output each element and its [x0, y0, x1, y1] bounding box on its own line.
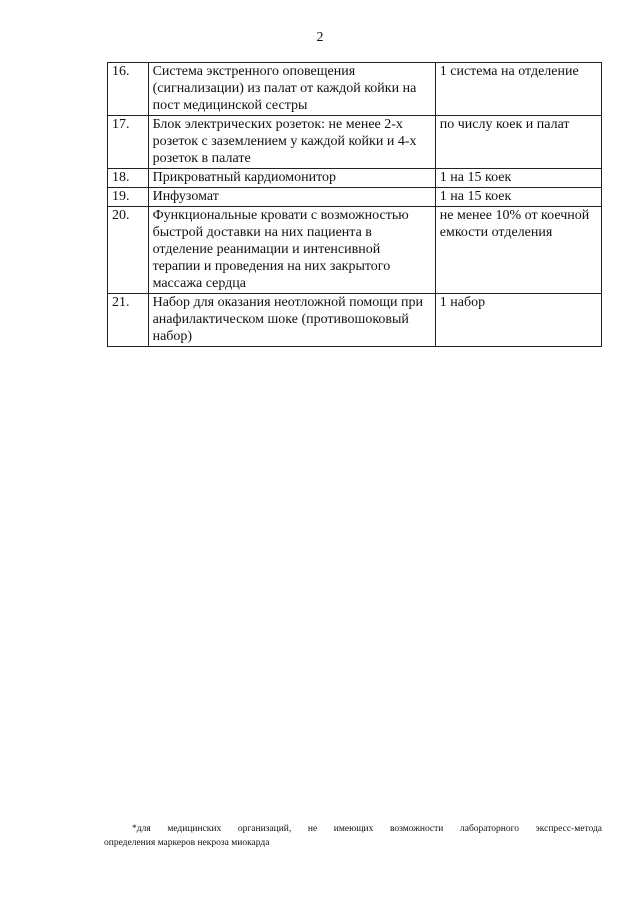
row-number: 18. — [108, 169, 149, 188]
equipment-quantity: 1 на 15 коек — [435, 169, 601, 188]
table-row — [108, 169, 602, 188]
row-number: 20. — [108, 207, 149, 294]
equipment-name: Прикроватный кардиомонитор — [148, 169, 435, 188]
table-row — [108, 63, 602, 116]
equipment-quantity: 1 на 15 коек — [435, 188, 601, 207]
equipment-name: Инфузомат — [148, 188, 435, 207]
row-number: 17. — [108, 116, 149, 169]
equipment-quantity: по числу коек и палат — [435, 116, 601, 169]
page-number: 2 — [316, 30, 324, 45]
equipment-name: Система экстренного оповещения (сигнализации) из палат от каждой койки на пост медицинской сестры — [148, 63, 435, 116]
table-row — [108, 294, 602, 347]
table-row — [108, 188, 602, 207]
table-row — [108, 207, 602, 294]
equipment-name: Блок электрических розеток: не менее 2-х розеток с заземлением у каждой койки и 4-х розеток в палате — [148, 116, 435, 169]
table-row — [108, 116, 602, 169]
footnote-line-2: определения маркеров некроза миокарда — [104, 838, 270, 848]
equipment-table — [107, 62, 602, 347]
row-number: 19. — [108, 188, 149, 207]
equipment-name: Набор для оказания неотложной помощи при анафилактическом шоке (противошоковый набор) — [148, 294, 435, 347]
footnote — [104, 822, 602, 850]
equipment-quantity: 1 набор — [435, 294, 601, 347]
footnote-line-1: *для медицинских организаций, не имеющих возможности лабораторного экспресс-метода — [132, 824, 602, 834]
equipment-quantity: не менее 10% от коечной емкости отделения — [435, 207, 601, 294]
row-number: 16. — [108, 63, 149, 116]
equipment-quantity: 1 система на отделение — [435, 63, 601, 116]
equipment-name: Функциональные кровати с возможностью быстрой доставки на них пациента в отделение реанимации и интенсивной терапии и проведения на них закрытого массажа сердца — [148, 207, 435, 294]
row-number: 21. — [108, 294, 149, 347]
